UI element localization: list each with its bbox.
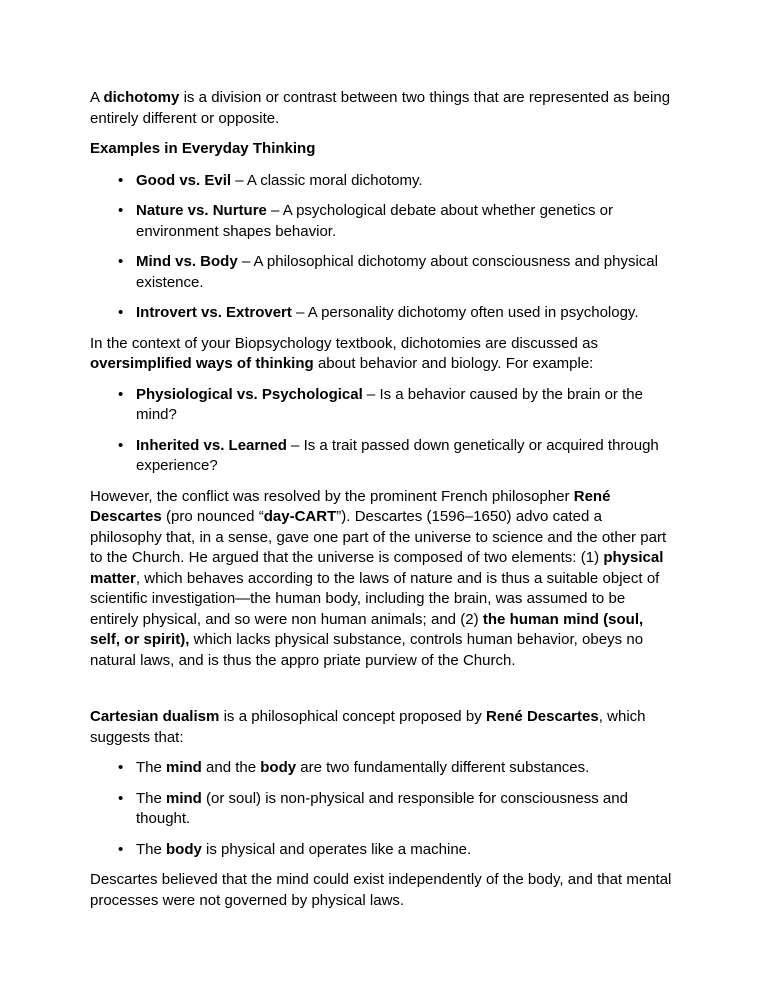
text-run: is physical and operates like a machine. (201, 840, 472, 858)
text-run: A (90, 89, 104, 106)
bold-text-run: day-CART (263, 508, 337, 525)
text-run: The (136, 789, 167, 807)
bold-text-run: mind (166, 789, 202, 807)
bold-text-run: Introvert vs. Extrovert (136, 304, 292, 321)
mind-vs-body (136, 252, 672, 293)
everyday-heading (90, 139, 672, 160)
text-run: ”). Descartes (1596–1650) advo cated a philosophy that, in a sense, gave one part of the universe to science and the other part to the Church. He argued that the universe is composed of two elements: (1) (90, 508, 667, 566)
text-run: Descartes believed that the mind could exist independently of the body, and that mental processes were not governed by physical laws. (90, 871, 672, 909)
biopsychology-context-paragraph (90, 334, 672, 375)
bold-text-run: mind (166, 759, 202, 776)
bold-text-run: Examples in Everyday Thinking (90, 140, 316, 157)
text-run: – Is a trait passed down genetically or acquired through experience? (136, 436, 659, 474)
mind-non-physical (136, 789, 672, 830)
inherited-vs-learned (136, 436, 672, 477)
text-run: which lacks physical substance, controls human behavior, obeys no natural laws, and is thus the appro priate purview of the Church. (90, 631, 644, 669)
text-run: (or soul) is non-physical and responsible for consciousness and thought. (136, 789, 628, 827)
text-run: – A classic moral dichotomy. (231, 171, 423, 189)
bold-text-run: Physiological vs. Psychological (136, 385, 363, 403)
good-vs-evil (136, 171, 672, 192)
descartes-paragraph (90, 487, 672, 672)
text-run: is a division or contrast between two things that are represented as being entirely different or opposite. (90, 89, 671, 127)
bold-text-run: Cartesian dualism (90, 708, 220, 725)
bold-text-run: body (260, 759, 297, 776)
body-machine (136, 840, 672, 861)
cartesian-dualism-paragraph (90, 707, 672, 748)
bold-text-run: Inherited vs. Learned (136, 436, 287, 454)
section-spacer (90, 681, 672, 707)
bold-text-run: oversimplified ways of thinking (90, 355, 314, 372)
text-run: , which behaves according to the laws of nature and is thus a suitable object of scientific investigation—the human body, including the brain, was assumed to be entirely physical, and so were non human animals; and (2) (90, 569, 660, 628)
text-run: and the (201, 759, 261, 776)
bold-text-run: Mind vs. Body (136, 253, 238, 270)
bold-text-run: body (166, 840, 202, 858)
text-run: – A psychological debate about whether genetics or environment shapes behavior. (136, 202, 613, 240)
text-run: , which suggests that: (90, 708, 646, 746)
text-run: is a philosophical concept proposed by (219, 708, 487, 725)
mind-body-substances (136, 758, 672, 779)
bold-text-run: René Descartes (90, 487, 611, 525)
text-run: However, the conflict was resolved by the prominent French philosopher (90, 487, 574, 505)
nature-vs-nurture (136, 201, 672, 242)
biopsychology-list (90, 385, 672, 477)
text-run: The (136, 759, 167, 776)
bold-text-run: Nature vs. Nurture (136, 202, 267, 219)
bold-text-run: dichotomy (103, 89, 180, 106)
introvert-vs-extrovert (136, 303, 672, 324)
text-run: – A philosophical dichotomy about consciousness and physical existence. (136, 253, 658, 291)
text-run: are two fundamentally different substances. (296, 759, 590, 776)
text-run: (pro nounced “ (161, 508, 264, 525)
intro-paragraph (90, 88, 672, 129)
physiological-vs-psychological (136, 385, 672, 426)
bold-text-run: physical matter (90, 549, 664, 587)
document-body (90, 88, 672, 911)
text-run: about behavior and biology. For example: (313, 355, 594, 372)
closing-paragraph (90, 870, 672, 911)
text-run: – A personality dichotomy often used in psychology. (291, 304, 639, 321)
bold-text-run: Good vs. Evil (136, 171, 232, 189)
bold-text-run: the human mind (soul, self, or spirit), (90, 610, 644, 648)
text-run: In the context of your Biopsychology textbook, dichotomies are discussed as (90, 334, 598, 352)
text-run: The (136, 840, 167, 858)
everyday-list (90, 171, 672, 324)
bold-text-run: René Descartes (486, 708, 599, 725)
cartesian-dualism-list (90, 758, 672, 860)
text-run: – Is a behavior caused by the brain or the mind? (136, 385, 643, 423)
